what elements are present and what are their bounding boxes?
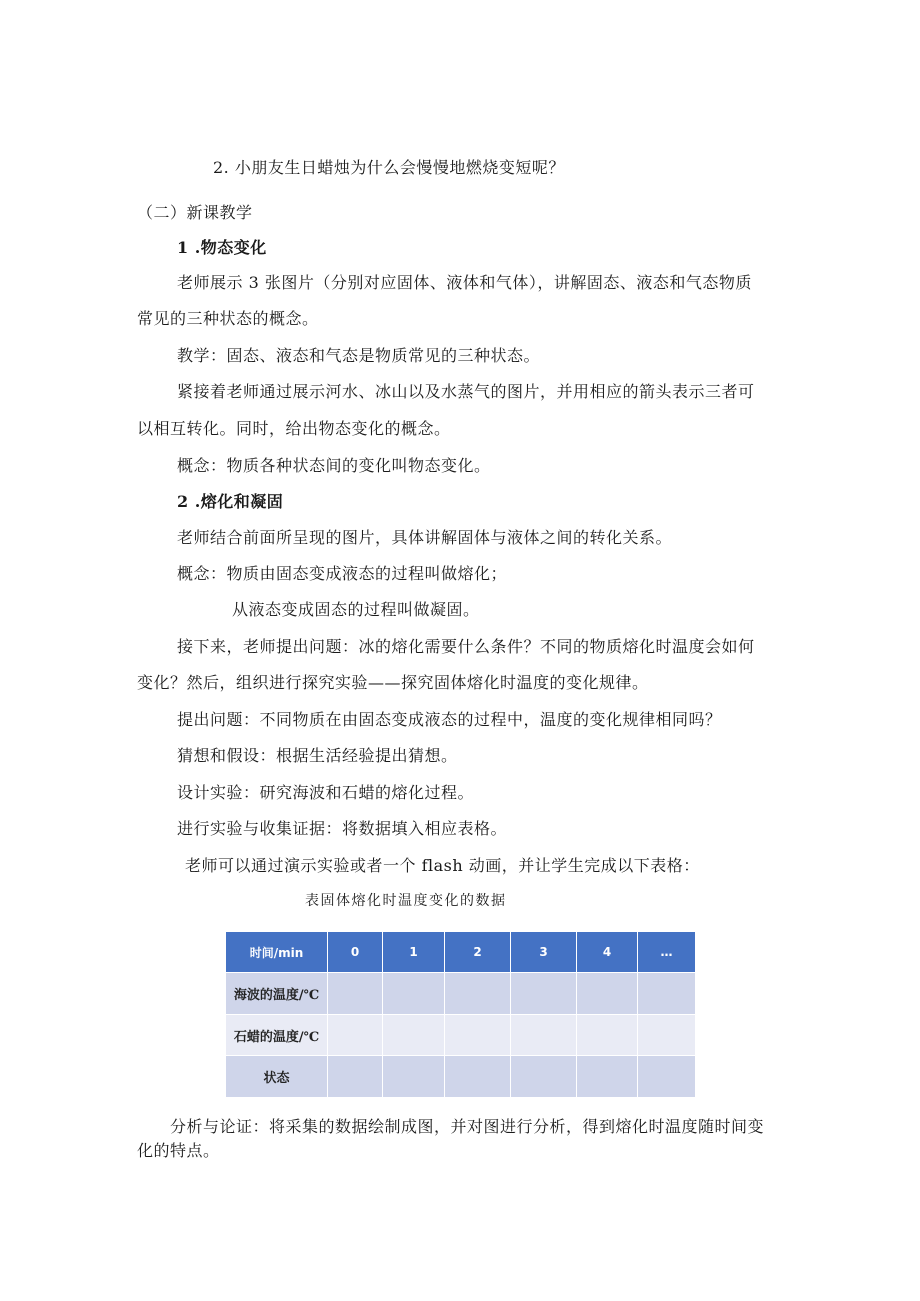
paragraph-line: 进行实验与收集证据：将数据填入相应表格。 xyxy=(177,819,508,838)
header-cell: 2 xyxy=(445,932,511,973)
table-cell xyxy=(577,1015,638,1056)
paragraph-line: 猜想和假设：根据生活经验提出猜想。 xyxy=(177,746,458,765)
table-cell xyxy=(638,973,696,1015)
paragraph-line: 紧接着老师通过展示河水、冰山以及水蒸气的图片，并用相应的箭头表示三者可 xyxy=(177,382,755,401)
header-cell: 0 xyxy=(328,932,383,973)
paragraph-line: 化的特点。 xyxy=(137,1141,220,1160)
melting-data-table xyxy=(225,931,696,1098)
table-cell xyxy=(383,973,445,1015)
table-cell xyxy=(577,1056,638,1098)
paragraph-line: 老师可以通过演示实验或者一个 flash 动画，并让学生完成以下表格： xyxy=(185,856,700,875)
row-label: 状态 xyxy=(226,1056,328,1098)
table-row xyxy=(226,1015,696,1056)
paragraph-line: 老师结合前面所呈现的图片，具体讲解固体与液体之间的转化关系。 xyxy=(177,528,673,547)
row-label: 石蜡的温度/℃ xyxy=(226,1015,328,1056)
paragraph-line: 老师展示 3 张图片（分别对应固体、液体和气体），讲解固态、液态和气态物质 xyxy=(177,273,752,292)
table-cell xyxy=(445,973,511,1015)
paragraph-line: 以相互转化。同时，给出物态变化的概念。 xyxy=(137,419,451,438)
header-cell: 1 xyxy=(383,932,445,973)
table-cell xyxy=(328,973,383,1015)
table-cell xyxy=(511,973,577,1015)
header-cell: 时间/min xyxy=(226,932,328,973)
table-header-row xyxy=(226,932,696,973)
header-cell: 4 xyxy=(577,932,638,973)
table-cell xyxy=(328,1056,383,1098)
subheading-state-change: 1 .物态变化 xyxy=(177,238,267,257)
subheading-melting: 2 .熔化和凝固 xyxy=(177,492,284,511)
table-caption: 表固体熔化时温度变化的数据 xyxy=(305,893,507,909)
paragraph-line: 提出问题：不同物质在由固态变成液态的过程中，温度的变化规律相同吗？ xyxy=(177,710,722,729)
paragraph-line: 从液态变成固态的过程叫做凝固。 xyxy=(232,600,480,619)
section-heading-new-lesson: （二）新课教学 xyxy=(137,203,253,222)
table-cell xyxy=(511,1056,577,1098)
table-cell xyxy=(511,1015,577,1056)
table-row xyxy=(226,1056,696,1098)
paragraph-line: 常见的三种状态的概念。 xyxy=(137,309,319,328)
paragraph-line: 分析与论证：将采集的数据绘制成图，并对图进行分析，得到熔化时温度随时间变 xyxy=(170,1117,765,1136)
paragraph-line: 变化？然后，组织进行探究实验——探究固体熔化时温度的变化规律。 xyxy=(137,673,649,692)
paragraph-line: 教学：固态、液态和气态是物质常见的三种状态。 xyxy=(177,346,541,365)
question-2: 2. 小朋友生日蜡烛为什么会慢慢地燃烧变短呢？ xyxy=(213,158,565,177)
table-cell xyxy=(638,1056,696,1098)
table-cell xyxy=(383,1015,445,1056)
paragraph-line: 概念：物质由固态变成液态的过程叫做熔化； xyxy=(177,564,508,583)
paragraph-line: 概念：物质各种状态间的变化叫物态变化。 xyxy=(177,456,491,475)
header-cell: 3 xyxy=(511,932,577,973)
table-cell xyxy=(577,973,638,1015)
row-label: 海波的温度/℃ xyxy=(226,973,328,1015)
paragraph-line: 设计实验：研究海波和石蜡的熔化过程。 xyxy=(177,783,475,802)
table-cell xyxy=(328,1015,383,1056)
table-cell xyxy=(445,1015,511,1056)
header-cell: … xyxy=(638,932,696,973)
table-cell xyxy=(638,1015,696,1056)
table-row xyxy=(226,973,696,1015)
table-cell xyxy=(445,1056,511,1098)
table-cell xyxy=(383,1056,445,1098)
paragraph-line: 接下来，老师提出问题：冰的熔化需要什么条件？不同的物质熔化时温度会如何 xyxy=(177,637,755,656)
